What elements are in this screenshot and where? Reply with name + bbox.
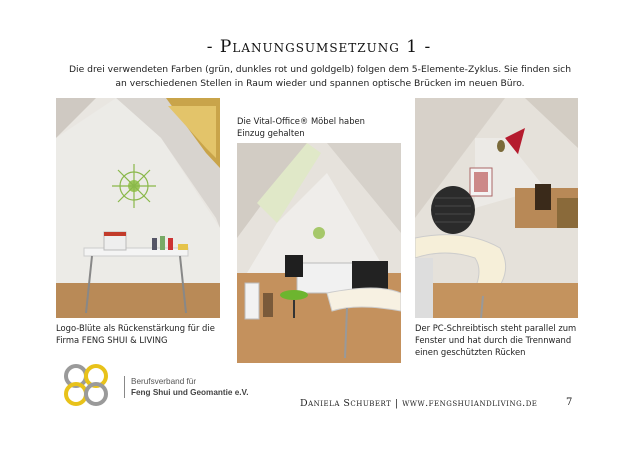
association-line-1: Berufsverband für — [131, 377, 197, 386]
footer-author: Daniela Schubert | www.fengshuiandliving.de — [300, 398, 538, 409]
caption-pc-desk — [415, 322, 585, 358]
caption-middle-line-1: Die Vital-Office® Möbel haben — [237, 116, 365, 126]
caption-right-line-3: einen geschützten Rücken — [415, 347, 526, 357]
photo-pc-desk — [415, 98, 578, 318]
intro-line-2: an verschiedenen Stellen in Raum wieder und spannen optische Brücken im neuen Büro. — [115, 78, 525, 89]
photo-logo-wall — [56, 98, 220, 318]
association-logo — [60, 362, 120, 408]
intro-text — [40, 63, 600, 91]
caption-right-line-1: Der PC-Schreibtisch steht parallel zum — [415, 323, 577, 333]
page-title: - Planungsumsetzung 1 - — [206, 37, 432, 57]
caption-vital-office — [237, 115, 407, 139]
caption-left-line-1: Logo-Blüte als Rückenstärkung für die — [56, 323, 215, 333]
caption-middle-line-2: Einzug gehalten — [237, 128, 305, 138]
page-number: 7 — [566, 397, 573, 408]
association-name — [124, 376, 249, 398]
photo-vital-office — [237, 143, 401, 363]
association-line-2: Feng Shui und Geomantie e.V. — [131, 388, 249, 397]
caption-logo-wall — [56, 322, 231, 346]
intro-line-1: Die drei verwendeten Farben (grün, dunkles rot und goldgelb) folgen dem 5-Elemente-Zyklus. Sie finden sich — [68, 64, 572, 75]
caption-right-line-2: Fenster und hat durch die Trennwand — [415, 335, 572, 345]
caption-left-line-2: Firma FENG SHUI & LIVING — [56, 335, 168, 345]
